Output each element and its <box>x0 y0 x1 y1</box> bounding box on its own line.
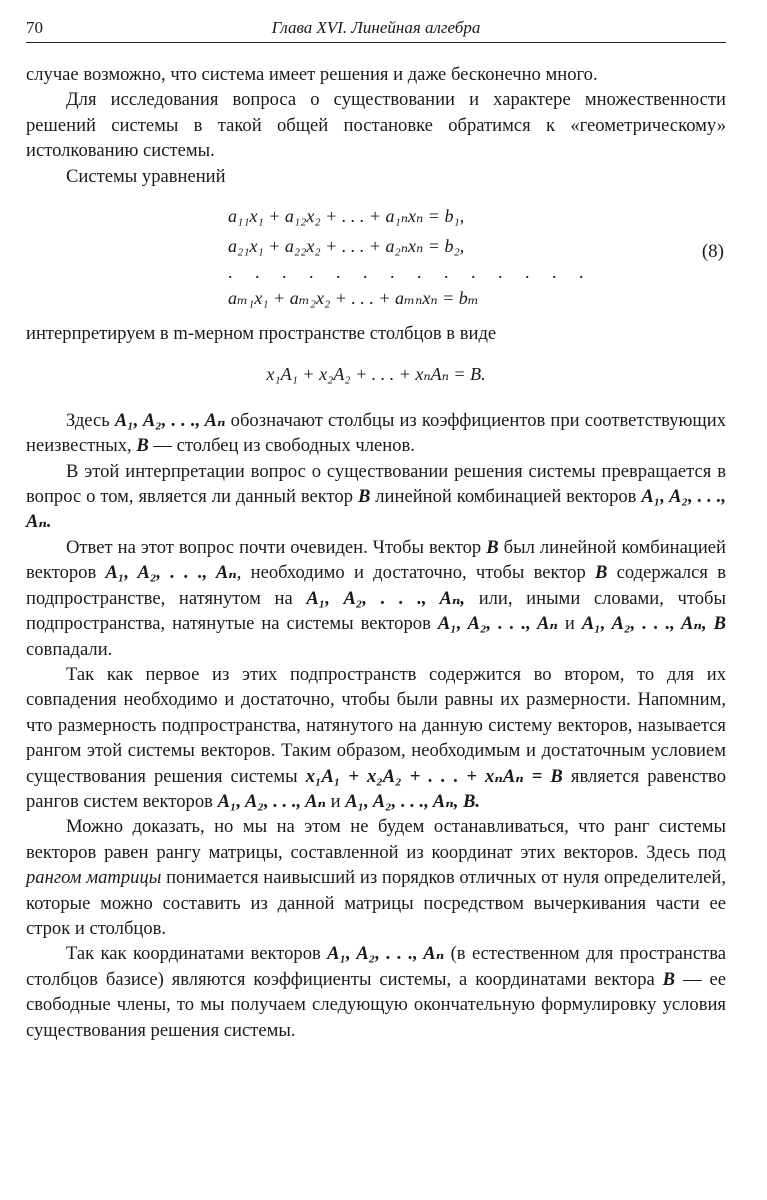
math-inline: B <box>594 562 608 584</box>
text-run: или, иными словами, чтобы подпространства, натянутые на системы векторов <box>26 587 726 635</box>
math-inline: A₁, A₂, . . ., Aₙ, B. <box>345 790 481 812</box>
math-inline: B <box>486 536 499 558</box>
math-inline: A₁, A₂, . . ., Aₙ <box>114 409 226 431</box>
text-run: и <box>330 790 341 812</box>
equation-row: a₂₁x₁ + a₂₂x₂ + . . . + a₂ₙxₙ = b₂, <box>228 236 465 257</box>
page-header <box>26 18 726 43</box>
paragraph <box>26 408 726 459</box>
paragraph <box>26 941 726 1043</box>
math-inline: A₁, <box>306 587 330 609</box>
text-run: — столбец из свободных членов. <box>153 435 415 457</box>
equation-row: a₁₁x₁ + a₁₂x₂ + . . . + a₁ₙxₙ = b₁, <box>228 206 465 227</box>
equation-number: (8) <box>701 241 724 263</box>
math-inline: B <box>662 968 676 990</box>
math-inline: A₁, A₂, . . ., Aₙ <box>26 486 726 533</box>
paragraph: случае возможно, что система имеет решения и даже бесконечно много. <box>26 64 598 85</box>
math-inline: A₁, A₂, . . ., Aₙ <box>105 562 237 584</box>
math-inline: A₂, . . ., Aₙ, <box>343 587 466 609</box>
text-run: был линейной комбинацией векторов <box>26 536 726 584</box>
text-run: — ее свободные члены, то мы получаем следующую окончательную формулировку условия существования решения системы. <box>26 968 727 1041</box>
paragraph: Ответ на этот вопрос почти очевиден. Чтобы вектор B был линейной комбинацией векторов A₁, A₂, . . ., Aₙ, необходимо и достаточно, чтобы вектор B содержался в подпространстве, натянутом на A₁, A₂, . . ., Aₙ, или, иными словами, чтобы подпространства, натянутые на системы векторов A₁, A₂, . . ., Aₙ и A₁, A₂, . . ., Aₙ, B совпадали. <box>26 536 726 660</box>
math-inline: B <box>136 435 149 457</box>
text-run: обозначают столбцы из коэффициентов при соответствующих неизвестных, <box>26 409 727 457</box>
text-run: содержался в подпространстве, натянутом на <box>26 562 726 609</box>
equation-system-8 <box>26 201 726 313</box>
page-number: 70 <box>26 18 43 37</box>
text-run: и <box>564 613 575 635</box>
text-run: линейной комбинацией векторов <box>375 486 637 508</box>
paragraph: Системы уравнений <box>66 165 226 187</box>
text-run: необходимо и достаточно, чтобы вектор <box>250 562 586 584</box>
paragraph <box>26 662 726 814</box>
math-inline: A₁, A₂, . . ., Aₙ <box>217 790 327 812</box>
text-run: совпадали. <box>26 638 113 660</box>
text-run: В этой интерпретации вопрос о существовании решения системы превращается в вопрос о том, является ли данный вектор <box>26 460 726 508</box>
math-inline: B <box>357 486 371 508</box>
equation-row: aₘ₁x₁ + aₘ₂x₂ + . . . + aₘₙxₙ = bₘ <box>228 288 479 309</box>
math-inline: x₁A₁ + x₂A₂ + . . . + xₙAₙ = B <box>305 765 563 787</box>
paragraph: Для исследования вопроса о существовании и характере множественности решений системы в такой общей постановке обратимся к «геометрическому» истолкованию системы. <box>26 89 726 162</box>
paragraph: интерпретируем в m-мерном пространстве столбцов в виде <box>26 323 497 345</box>
emphasized-term: рангом матрицы <box>26 867 162 889</box>
running-title: Глава XVI. Линейная алгебра <box>271 18 481 37</box>
text-run: Здесь <box>66 409 110 431</box>
text-run: Ответ на этот вопрос почти очевиден. Чтобы вектор <box>66 536 482 558</box>
body-text <box>26 62 726 1043</box>
math-inline: A₁, A₂, . . ., Aₙ, B <box>581 613 726 635</box>
vector-equation: x₁A₁ + x₂A₂ + . . . + xₙAₙ = B. <box>266 364 486 385</box>
text-run: Так как первое из этих подпространств содержится во втором, то для их совпадения необходимо и достаточно, чтобы были равны их размерности. Напомним, что размерность подпространства, натянутого на данную систему векторов, называется рангом этой системы векторов. Таким образом, необходимым и достаточным условием существования решения системы <box>26 663 726 787</box>
text-run: Так как координатами векторов <box>66 943 321 965</box>
document-page <box>26 18 726 1043</box>
text-run: понимается наивысший из порядков отличных от нуля определителей, которые можно составить из данной матрицы посредством вычеркивания части ее строк и столбцов. <box>26 867 726 939</box>
text-run: (в естественном для пространства столбцов базисе) являются коэффициенты системы, а координатами вектора <box>26 943 726 990</box>
text-run: Можно доказать, но мы на этом не будем останавливаться, что ранг системы векторов равен рангу матрицы, составленной из координат этих векторов. Здесь под <box>26 816 726 863</box>
paragraph <box>26 814 726 941</box>
equation-ellipsis: . . . . . . . . . . . . . . <box>228 262 593 283</box>
math-inline: A₁, A₂, . . ., Aₙ <box>437 613 558 635</box>
paragraph: В этой интерпретации вопрос о существовании решения системы превращается в вопрос о том, является ли данный вектор B линейной комбинацией векторов A₁, A₂, . . ., Aₙ. <box>26 460 726 533</box>
math-inline: A₁, A₂, . . ., Aₙ <box>327 943 445 965</box>
text-run: является равенство рангов систем векторов <box>26 765 727 812</box>
